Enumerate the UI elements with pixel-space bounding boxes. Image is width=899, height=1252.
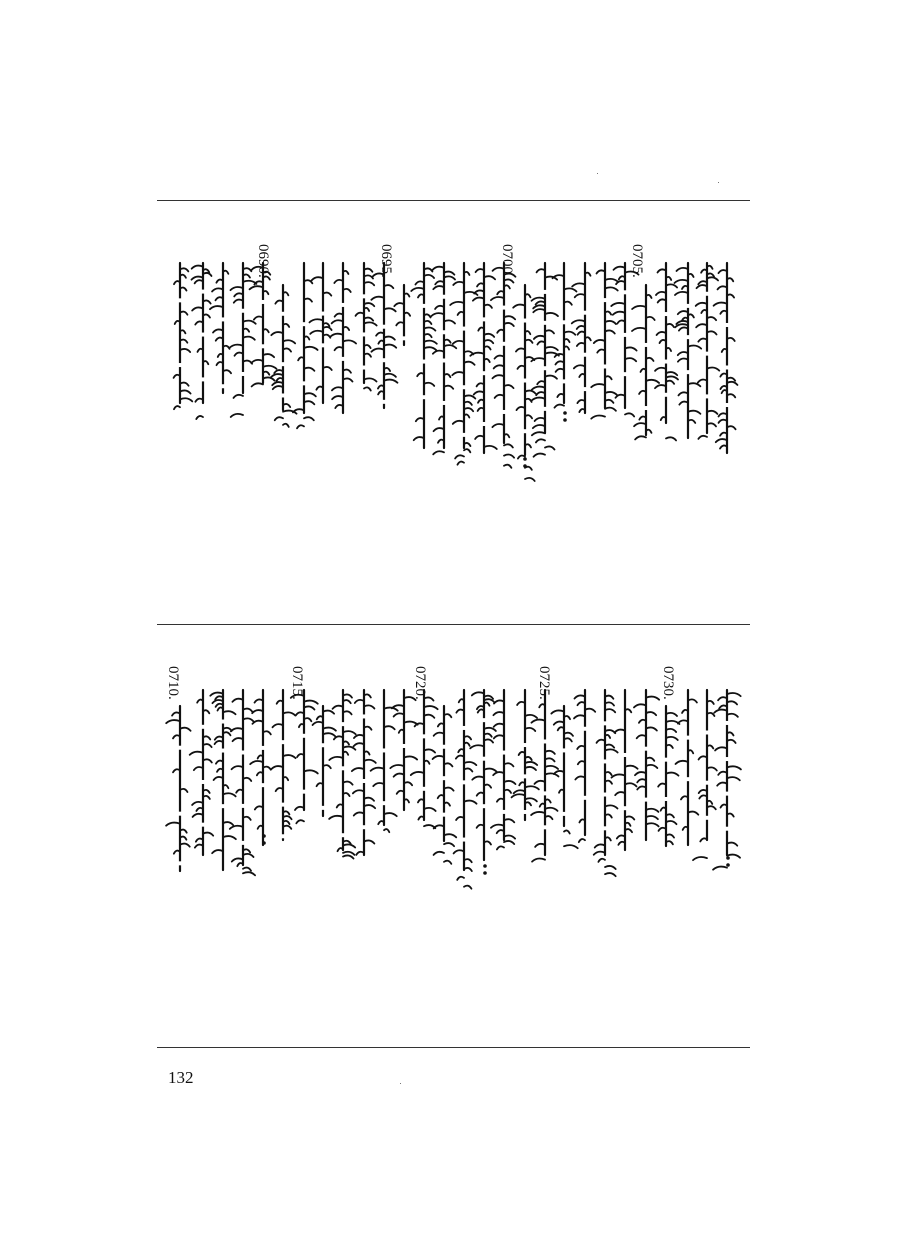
script-column <box>634 690 659 840</box>
script-column <box>352 690 376 855</box>
script-column <box>313 706 336 816</box>
script-column <box>454 690 477 889</box>
line-number: 0705. <box>629 244 645 278</box>
line-number: 0710. <box>165 666 181 700</box>
script-column <box>594 690 618 876</box>
script-column <box>713 690 741 870</box>
line-number: 0715. <box>289 666 305 700</box>
line-number: 0695. <box>378 244 394 278</box>
punctuation-mark <box>262 834 266 838</box>
script-column <box>250 690 271 845</box>
script-column <box>329 690 356 859</box>
script-column <box>551 706 577 848</box>
script-column <box>210 690 236 870</box>
script-column <box>230 690 255 875</box>
punctuation-mark <box>483 871 487 875</box>
script-column <box>271 690 295 840</box>
page-number: 132 <box>168 1068 194 1087</box>
script-column <box>433 706 457 864</box>
line-number: 0700. <box>499 244 515 278</box>
punctuation-mark <box>262 841 266 845</box>
line-number: 0725. <box>536 666 552 700</box>
script-column <box>693 690 717 860</box>
script-column <box>512 690 539 820</box>
speck <box>718 182 719 183</box>
line-number: 0730. <box>660 666 676 700</box>
script-column <box>166 706 191 871</box>
script-column <box>574 690 595 842</box>
script-column <box>658 706 679 846</box>
punctuation-mark <box>726 856 730 860</box>
speck <box>597 173 598 174</box>
line-number: 0690. <box>255 244 271 278</box>
line-number: 0720. <box>412 666 428 700</box>
script-column <box>611 690 637 850</box>
speck <box>400 1083 401 1084</box>
punctuation-mark <box>483 864 487 868</box>
script-column <box>190 690 214 855</box>
script-column <box>676 690 699 845</box>
punctuation-mark <box>726 863 730 867</box>
